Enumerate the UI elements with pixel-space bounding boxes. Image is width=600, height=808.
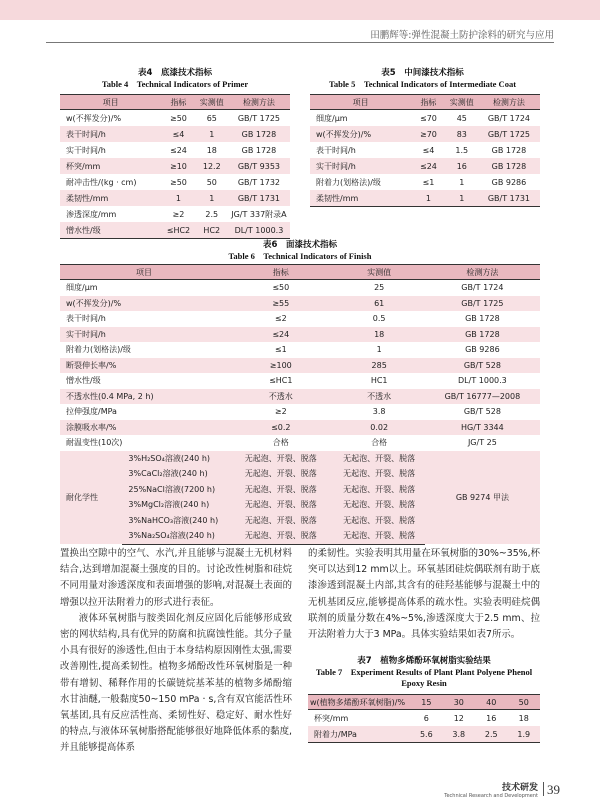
table-cell: 3%Na₂SO₄溶液(240 h): [122, 528, 228, 544]
table-cell: 实干时间/h: [310, 158, 411, 174]
table-cell: ≤24: [228, 327, 334, 343]
journal-footer: [444, 780, 538, 799]
table-cell: 25%NaCl溶液(7200 h): [122, 482, 228, 498]
table-cell: GB 1728: [228, 126, 290, 142]
table-cell: 附着力(划格法)/级: [66, 345, 131, 355]
resistance-label: 耐化学性: [60, 451, 122, 545]
table-cell: 3.8: [372, 407, 386, 417]
column-header: 项目: [60, 265, 228, 280]
table6-caption: [60, 240, 540, 262]
column-header: 实测值: [446, 95, 478, 110]
table-cell: 细度/μm: [66, 283, 98, 293]
table-cell: JG/T 337附录A: [231, 209, 287, 219]
table-cell: 61: [334, 296, 425, 312]
table-cell: HC1: [370, 376, 388, 386]
table-cell: 断裂伸长率/%: [60, 358, 228, 374]
table-cell: 渗透深度/mm: [66, 209, 117, 219]
table-row: [310, 110, 540, 127]
right-paragraph: 的柔韧性。实验表明其用量在环氧树脂的30%~35%,杯突可以达到12 mm以上。环氧基团硅烷偶联剂有助于底漆渗透到混凝土内部,其含有的硅羟基能够与混凝土中的无机基团反应,能够提高体系的疏水性。实验表明硅烷偶联剂的质量分数在4%~5%,渗透深度大于2.5 mm、拉开法附着力大于3 MPa。具体实验结果如表7所示。: [308, 548, 540, 641]
table-row: [60, 358, 540, 374]
table-cell: 耐冲击性/(kg · cm): [66, 177, 137, 187]
table-cell: 1: [446, 190, 478, 207]
table-cell: 无起泡、开裂、脱落: [228, 482, 334, 498]
table-cell: 65: [206, 113, 217, 123]
table-cell: ≤1: [422, 177, 435, 187]
column-header: w(植物多烯酚环氧树脂)/%: [308, 695, 410, 710]
column-header: 检测方法: [478, 95, 540, 110]
table-cell: 无起泡、开裂、脱落: [228, 451, 334, 467]
table-cell: ≥50: [169, 177, 187, 187]
table-cell: DL/T 1000.3: [458, 376, 507, 386]
table-cell: 无起泡、开裂、脱落: [334, 482, 425, 498]
table-cell: 耐温变性(10次): [66, 438, 123, 448]
table-cell: GB/T 528: [463, 407, 501, 417]
table-row: [60, 126, 290, 142]
table-cell: GB/T 16777—2008: [425, 389, 540, 405]
column-header: 实测值: [334, 265, 425, 280]
table-cell: 1: [376, 345, 382, 355]
table-row: [308, 726, 540, 743]
table-row: [60, 435, 540, 451]
page-header: [0, 0, 600, 26]
table-cell: 18: [334, 327, 425, 343]
table-cell: 实干时间/h: [60, 327, 228, 343]
table-cell: 附着力(划格法)/级: [316, 177, 381, 187]
table-cell: 0.02: [334, 420, 425, 436]
header-row: [310, 95, 540, 110]
table-cell: GB/T 9353: [228, 158, 290, 174]
table-cell: ≥70: [411, 126, 446, 142]
table-cell: 3.8: [443, 726, 475, 743]
table4: [60, 94, 290, 239]
table-cell: 无起泡、开裂、脱落: [334, 497, 425, 513]
table-cell: 柔韧性/mm: [310, 190, 411, 207]
table-row: [310, 126, 540, 142]
table7-caption-zh: 表7 植物多烯酚环氧树脂实验结果: [357, 656, 491, 666]
table-cell: GB/T 1725: [237, 113, 281, 123]
table-row: [60, 327, 540, 343]
table-cell: 1: [459, 177, 465, 187]
table-cell: 5.6: [410, 726, 442, 743]
table-cell: 实干时间/h: [66, 145, 106, 155]
table7-caption-en: Table 7 Experiment Results of Plant Plant Polyene Phenol Epoxy Resin: [315, 667, 533, 688]
column-header: 实测值: [196, 95, 228, 110]
journal-name-en: Technical Research and Development: [444, 793, 538, 799]
resistance-row: [60, 451, 540, 467]
resistance-method: GB 9274 甲法: [425, 451, 540, 545]
table-cell: GB 9286: [465, 345, 500, 355]
table-cell: ≤50: [272, 283, 290, 293]
table-cell: 憎水性/级: [66, 376, 101, 386]
table-row: [60, 296, 540, 312]
table-cell: 18: [206, 145, 217, 155]
table-cell: 1: [196, 190, 228, 206]
table5-caption-en: Table 5 Technical Indicators of Intermediate Coat: [328, 79, 517, 89]
table-cell: 2.5: [205, 209, 219, 219]
header-band: [0, 0, 600, 20]
table-cell: ≥55: [228, 296, 334, 312]
table-cell: GB/T 528: [425, 358, 540, 374]
table-cell: 杯突/mm: [314, 713, 349, 723]
table-row: [310, 142, 540, 158]
table-cell: 无起泡、开裂、脱落: [228, 528, 334, 544]
footer-divider: [543, 782, 544, 796]
table-cell: ≤1: [274, 345, 287, 355]
table-cell: 2.5: [475, 726, 507, 743]
table5-caption: [305, 68, 540, 90]
table-cell: ≤24: [411, 158, 446, 174]
table-cell: 18: [518, 713, 529, 723]
table-cell: GB/T 1724: [461, 283, 504, 293]
table6: [60, 264, 540, 545]
table-row: [60, 404, 540, 420]
right-column: [308, 546, 540, 643]
table-cell: 1: [161, 190, 196, 206]
table-cell: 拉伸强度/MPa: [66, 407, 117, 417]
table-cell: 6: [423, 713, 429, 723]
table-cell: GB 1728: [425, 327, 540, 343]
header-row: [60, 265, 540, 280]
table-cell: 1.9: [508, 726, 541, 743]
table-row: [60, 110, 290, 127]
table7-caption: [308, 656, 540, 689]
table-cell: JG/T 25: [467, 438, 497, 448]
table6-caption-zh: 表6 面漆技术指标: [263, 240, 337, 250]
table4-caption-en: Table 4 Technical Indicators of Primer: [101, 79, 249, 89]
table-cell: DL/T 1000.3: [228, 222, 290, 239]
table-cell: 285: [334, 358, 425, 374]
table5: [310, 94, 540, 207]
table-cell: 表干时间/h: [60, 126, 161, 142]
table-row: [60, 142, 290, 158]
table-cell: GB/T 1731: [478, 190, 540, 207]
table-cell: w(不挥发分)/%: [310, 126, 411, 142]
table-cell: GB 9286: [491, 177, 527, 187]
table-row: [308, 710, 540, 727]
table-row: [60, 158, 290, 174]
table-cell: 25: [374, 283, 385, 293]
left-paragraph-2: 液体环氧树脂与胺类固化剂反应固化后能够形成致密的网状结构,具有优异的防腐和抗腐蚀性能。其分子量小具有很好的渗透性,但由于本身结构原因刚性太强,需要改善刚性,提高柔韧性。植物多烯酚改性环氧树脂是一种带有增韧、稀释作用的长碳链烷基苯基的植物多烯酚缩水甘油醚,一般黏度50~150 mPa · s,含有双官能活性环氧基团,具有反应活性高、柔韧性好、稳定好、耐水性好的特点,与液体环氧树脂搭配能够很好地降低体系的黏度,并且能够提高体系: [60, 612, 292, 754]
column-header: 指标: [228, 265, 334, 280]
left-column: [60, 546, 292, 757]
table-cell: 无起泡、开裂、脱落: [334, 528, 425, 544]
table-cell: ≤70: [419, 113, 437, 123]
table-cell: GB/T 1725: [425, 296, 540, 312]
table-cell: ≤HC2: [161, 222, 196, 239]
table-cell: 表干时间/h: [66, 314, 106, 324]
table-cell: 表干时间/h: [316, 145, 356, 155]
table-cell: HG/T 3344: [425, 420, 540, 436]
column-header: 15: [410, 695, 442, 710]
table-cell: 无起泡、开裂、脱落: [228, 513, 334, 529]
table-cell: GB 1728: [241, 145, 277, 155]
column-header: 项目: [310, 95, 411, 110]
table-cell: 无起泡、开裂、脱落: [228, 466, 334, 482]
column-header: 指标: [411, 95, 446, 110]
journal-name: 技术研发: [501, 783, 538, 793]
table-cell: GB/T 1725: [478, 126, 540, 142]
table-cell: ≥2: [274, 407, 287, 417]
table-cell: 不透水: [334, 389, 425, 405]
table-cell: ≤4: [422, 145, 435, 155]
table-cell: 不透水: [228, 389, 334, 405]
table-row: [60, 342, 540, 358]
table-cell: ≥50: [169, 113, 187, 123]
table-cell: 3%CaCl₂溶液(240 h): [122, 466, 228, 482]
table-cell: 不透水性(0.4 MPa, 2 h): [60, 389, 228, 405]
table-cell: 83: [446, 126, 478, 142]
table-cell: ≥100: [228, 358, 334, 374]
table-row: [60, 280, 540, 296]
table-cell: 杯突/mm: [60, 158, 161, 174]
page-number: 39: [547, 782, 560, 797]
header-row: [60, 95, 290, 110]
table-row: [310, 190, 540, 207]
table-cell: 无起泡、开裂、脱落: [334, 466, 425, 482]
table6-caption-en: Table 6 Technical Indicators of Finish: [228, 251, 372, 261]
table-cell: ≤HC1: [269, 376, 293, 386]
table-cell: ≤0.2: [228, 420, 334, 436]
table-cell: 柔韧性/mm: [60, 190, 161, 206]
column-header: 项目: [60, 95, 161, 110]
table5-caption-zh: 表5 中间漆技术指标: [381, 68, 464, 78]
table-cell: 3%H₂SO₄溶液(240 h): [122, 451, 228, 467]
column-header: 40: [475, 695, 507, 710]
table-cell: 16: [446, 158, 478, 174]
table-cell: ≥2: [172, 209, 185, 219]
table-cell: HC2: [196, 222, 228, 239]
table-cell: 涂膜吸水率/%: [60, 420, 228, 436]
column-header: 检测方法: [228, 95, 290, 110]
table-cell: 50: [206, 177, 217, 187]
table4-caption: [60, 68, 290, 90]
table-cell: 16: [486, 713, 497, 723]
column-header: 50: [508, 695, 541, 710]
table-cell: 附着力/MPa: [308, 726, 410, 743]
table-cell: GB 1728: [491, 145, 527, 155]
table-cell: w(不挥发分)/%: [66, 113, 122, 123]
table-cell: GB 1728: [478, 158, 540, 174]
column-header: 30: [443, 695, 475, 710]
table-row: [60, 190, 290, 206]
table-cell: 0.5: [372, 314, 386, 324]
table-cell: GB/T 1731: [228, 190, 290, 206]
table-cell: 3%NaHCO₃溶液(240 h): [122, 513, 228, 529]
table-cell: w(不挥发分)/%: [60, 296, 228, 312]
left-paragraph-1: 置换出空隙中的空气、水汽,并且能够与混凝土无机材料结合,达到增加混凝土强度的目的。讨论改性树脂和硅烷不同用量对渗透深度和表面增强的影响,对混凝土表面的增强以拉开法附着力的形式进行表征。: [60, 548, 292, 608]
table-cell: ≤4: [161, 126, 196, 142]
table-cell: 1: [411, 190, 446, 207]
header-rule: [46, 42, 554, 43]
table-row: [310, 158, 540, 174]
table7: [308, 694, 540, 743]
table-cell: 无起泡、开裂、脱落: [334, 513, 425, 529]
table-cell: GB/T 1732: [237, 177, 281, 187]
table-row: [60, 389, 540, 405]
table-cell: 细度/μm: [316, 113, 348, 123]
table-row: [60, 222, 290, 239]
table-cell: 45: [456, 113, 467, 123]
column-header: 指标: [161, 95, 196, 110]
table-cell: GB/T 1724: [487, 113, 531, 123]
table-row: [60, 373, 540, 389]
table-row: [60, 420, 540, 436]
table-cell: ≤24: [169, 145, 187, 155]
table-cell: 3%MgCl₂溶液(240 h): [122, 497, 228, 513]
table-cell: 无起泡、开裂、脱落: [228, 497, 334, 513]
table-cell: 合格: [272, 438, 289, 448]
table-cell: ≥10: [161, 158, 196, 174]
table-row: [60, 206, 290, 222]
table-cell: 憎水性/级: [60, 222, 161, 239]
table-cell: 1.5: [455, 145, 469, 155]
table-cell: 12: [453, 713, 464, 723]
table-cell: ≤2: [274, 314, 287, 324]
running-title: 田鹏辉等:弹性混凝土防护涂料的研究与应用: [370, 30, 554, 41]
table4-caption-zh: 表4 底漆技术指标: [138, 68, 212, 78]
table-row: [60, 174, 290, 190]
table-cell: GB 1728: [465, 314, 500, 324]
table-cell: 合格: [371, 438, 388, 448]
column-header: 检测方法: [425, 265, 540, 280]
header-row: [308, 695, 540, 710]
table-cell: 1: [196, 126, 228, 142]
table-cell: 无起泡、开裂、脱落: [334, 451, 425, 467]
table-row: [310, 174, 540, 190]
table-cell: 12.2: [196, 158, 228, 174]
table-row: [60, 311, 540, 327]
